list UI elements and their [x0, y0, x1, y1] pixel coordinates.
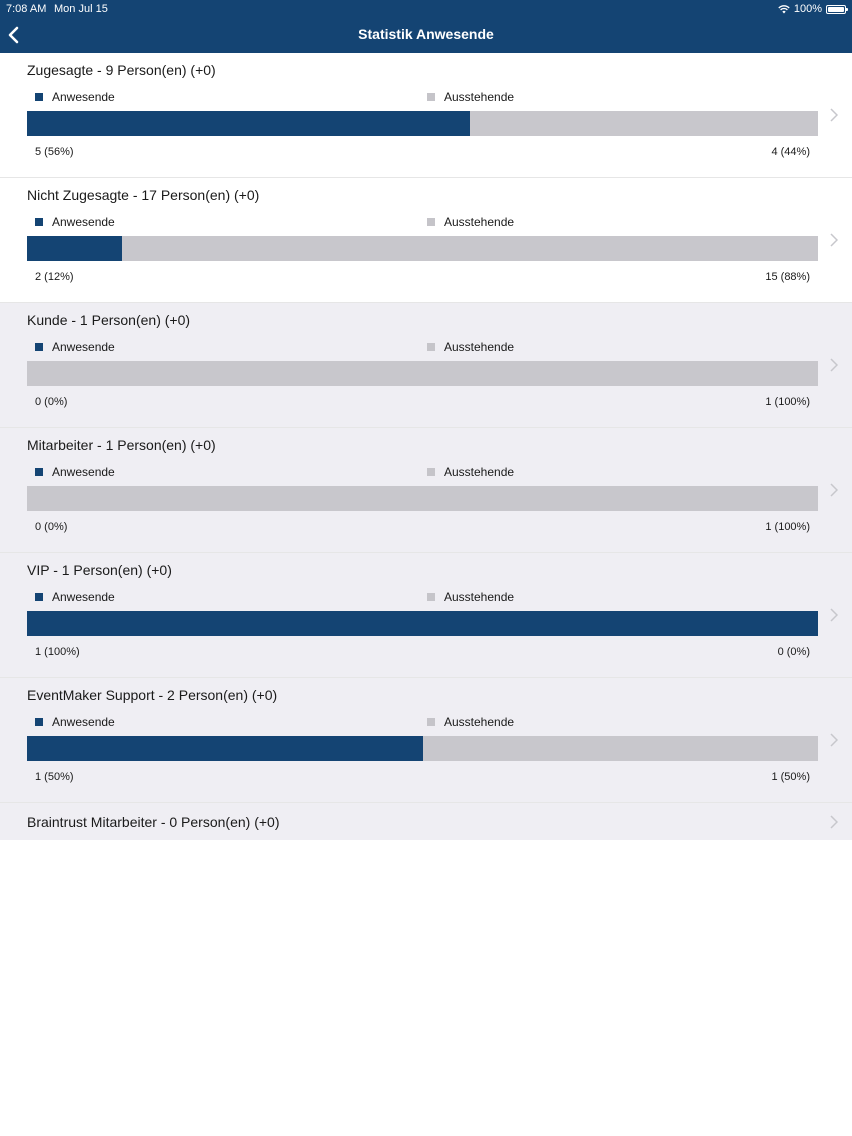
attendance-bar — [27, 236, 818, 261]
statistics-row[interactable] — [0, 803, 852, 840]
row-title: Zugesagte - 9 Person(en) (+0) — [27, 62, 216, 78]
attendance-bar — [27, 361, 818, 386]
legend-label-pending: Ausstehende — [444, 715, 515, 729]
row-title: Mitarbeiter - 1 Person(en) (+0) — [27, 437, 216, 453]
present-value: 0 (0%) — [35, 521, 68, 533]
legend-present — [35, 465, 115, 479]
navigation-bar — [0, 0, 852, 53]
chevron-right-icon — [830, 815, 838, 829]
legend-label-pending: Ausstehende — [444, 90, 515, 104]
legend-label-present: Anwesende — [52, 340, 115, 354]
legend-label-pending: Ausstehende — [444, 590, 515, 604]
legend-present — [35, 715, 115, 729]
statistics-row[interactable] — [0, 553, 852, 678]
legend-label-pending: Ausstehende — [444, 340, 515, 354]
legend-swatch-present — [35, 343, 43, 351]
battery-icon — [826, 5, 846, 14]
row-title: Braintrust Mitarbeiter - 0 Person(en) (+0) — [27, 814, 280, 830]
legend-swatch-present — [35, 718, 43, 726]
legend-label-present: Anwesende — [52, 90, 115, 104]
row-title: EventMaker Support - 2 Person(en) (+0) — [27, 687, 278, 703]
chevron-right-icon — [830, 233, 838, 247]
present-value: 1 (50%) — [35, 771, 74, 783]
legend-present — [35, 590, 115, 604]
present-value: 5 (56%) — [35, 146, 74, 158]
legend-label-present: Anwesende — [52, 215, 115, 229]
statistics-row[interactable] — [0, 678, 852, 803]
legend-present — [35, 90, 115, 104]
legend-swatch-pending — [427, 93, 435, 101]
statistics-row[interactable] — [0, 303, 852, 428]
statistics-row[interactable] — [0, 53, 852, 178]
legend-label-pending: Ausstehende — [444, 215, 515, 229]
attendance-bar-fill — [27, 611, 818, 636]
row-title: VIP - 1 Person(en) (+0) — [27, 562, 172, 578]
chevron-right-icon — [830, 358, 838, 372]
row-title: Kunde - 1 Person(en) (+0) — [27, 312, 191, 328]
pending-value: 4 (44%) — [771, 146, 810, 158]
legend-swatch-pending — [427, 343, 435, 351]
legend-swatch-present — [35, 218, 43, 226]
chevron-right-icon — [830, 733, 838, 747]
present-value: 0 (0%) — [35, 396, 68, 408]
attendance-bar-fill — [27, 736, 423, 761]
page-title: Statistik Anwesende — [358, 26, 494, 42]
pending-value: 1 (100%) — [765, 521, 810, 533]
legend-swatch-pending — [427, 593, 435, 601]
legend-label-pending: Ausstehende — [444, 465, 515, 479]
wifi-icon — [778, 5, 790, 14]
attendance-bar-fill — [27, 111, 470, 136]
statistics-list — [0, 53, 852, 840]
attendance-bar — [27, 736, 818, 761]
legend-pending — [427, 340, 514, 354]
legend-swatch-pending — [427, 218, 435, 226]
legend-label-present: Anwesende — [52, 715, 115, 729]
legend-pending — [427, 215, 514, 229]
legend-swatch-present — [35, 468, 43, 476]
statistics-row[interactable] — [0, 428, 852, 553]
chevron-right-icon — [830, 483, 838, 497]
legend-swatch-present — [35, 593, 43, 601]
pending-value: 15 (88%) — [765, 271, 810, 283]
legend-pending — [427, 590, 514, 604]
legend-swatch-pending — [427, 468, 435, 476]
status-right — [778, 3, 846, 15]
statistics-row[interactable] — [0, 178, 852, 303]
attendance-bar — [27, 486, 818, 511]
row-title: Nicht Zugesagte - 17 Person(en) (+0) — [27, 187, 260, 203]
status-date: Mon Jul 15 — [54, 3, 108, 15]
attendance-bar-fill — [27, 236, 122, 261]
legend-swatch-present — [35, 93, 43, 101]
attendance-bar — [27, 111, 818, 136]
legend-label-present: Anwesende — [52, 590, 115, 604]
present-value: 2 (12%) — [35, 271, 74, 283]
pending-value: 1 (50%) — [771, 771, 810, 783]
legend-label-present: Anwesende — [52, 465, 115, 479]
pending-value: 0 (0%) — [777, 646, 810, 658]
chevron-right-icon — [830, 608, 838, 622]
legend-pending — [427, 715, 514, 729]
legend-swatch-pending — [427, 718, 435, 726]
legend-pending — [427, 90, 514, 104]
battery-percent: 100% — [793, 3, 822, 15]
pending-value: 1 (100%) — [765, 396, 810, 408]
attendance-bar — [27, 611, 818, 636]
legend-present — [35, 340, 115, 354]
legend-pending — [427, 465, 514, 479]
chevron-right-icon — [830, 108, 838, 122]
legend-present — [35, 215, 115, 229]
present-value: 1 (100%) — [35, 646, 80, 658]
status-time: 7:08 AM — [6, 3, 47, 15]
